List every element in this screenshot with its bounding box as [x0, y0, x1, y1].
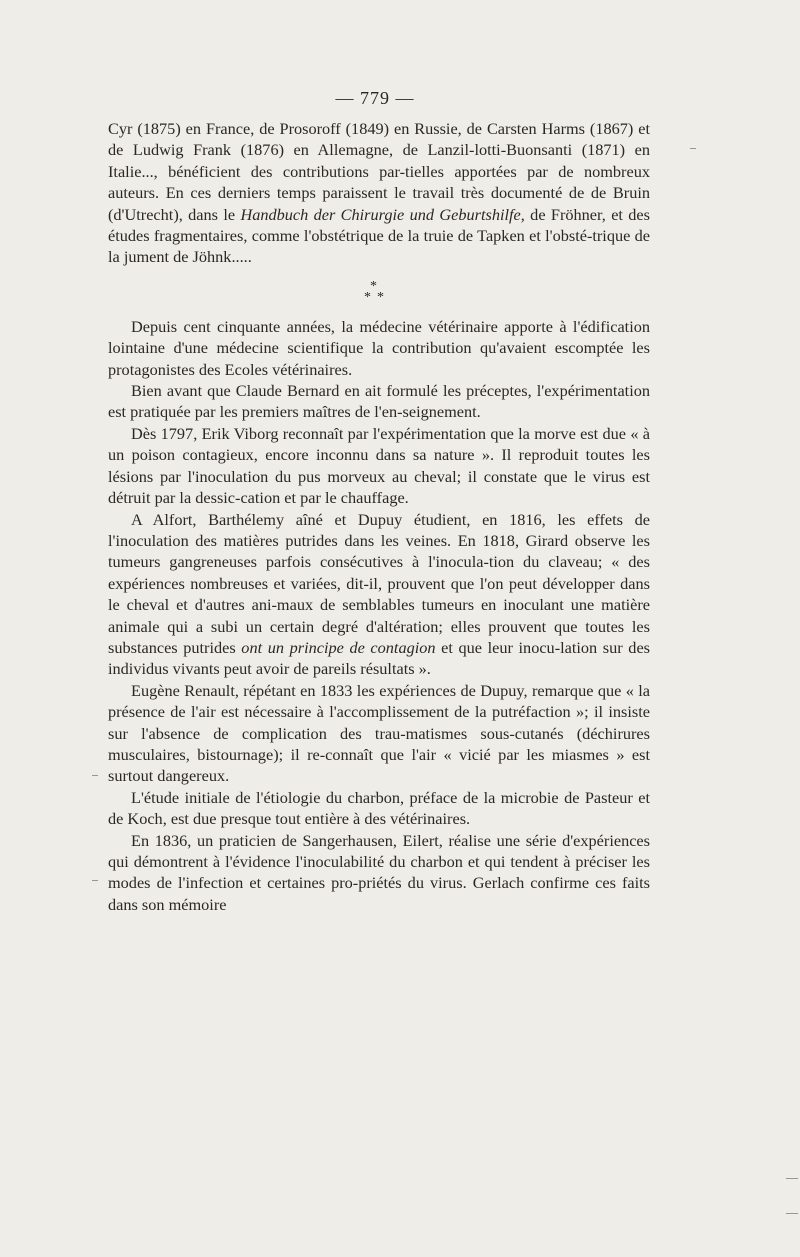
page-number: — 779 —: [335, 88, 415, 108]
scan-edge-mark: [786, 1178, 798, 1179]
paragraph-3: Bien avant que Claude Bernard en ait formulé les préceptes, l'expérimentation est pratiquée par les premiers maîtres de l'en-seignement.: [108, 381, 650, 422]
paragraph-5-text-end: et que leur inocu-lation sur des individus vivants peut avoir de pareils résultats ».: [108, 637, 651, 679]
paragraph-5-italic-phrase: ont un principe de contagion: [241, 637, 436, 657]
paragraph-6: Eugène Renault, répétant en 1833 les expériences de Dupuy, remarque que « la présence de l'air est nécessaire à l'accomplissement de la putréfaction »; il insiste sur l'absence de complication des trau-matismes sous-cutanés (déchirures musculaires, bistournage); il re-connaît que l'air « vicié par les miasmes » est surtout dangereux.: [108, 680, 650, 786]
paragraph-1-book-title: Handbuch der Chirurgie und Geburtshilfe,: [240, 204, 525, 224]
asterism-star-left: *: [364, 289, 371, 305]
paragraph-1-text-end: de Fröhner, et des études fragmentaires, comme l'obstétrique de la truie de Tapken et l'obsté-trique de la jument de Jöhnk.....: [108, 204, 650, 267]
section-separator-asterism: [108, 270, 650, 312]
body-text: [108, 118, 650, 915]
paragraph-1-text-start: Cyr (1875) en France, de Prosoroff (1849) en Russie, de Carsten Harms (1867) et de Ludwig Frank (1876) en Allemagne, de Lanzil-lotti-Buonsanti (1871) en Italie..., bénéficient des contributions par-tielles apportées par de nombreux auteurs. En ces derniers temps paraissent le travail très documenté de de Bruin (d'Utrecht), dans le: [108, 119, 650, 224]
paragraph-5: [108, 509, 650, 680]
paragraph-5-text-start: A Alfort, Barthélemy aîné et Dupuy étudient, en 1816, les effets de l'inoculation des matières putrides dans les veines. En 1818, Girard observe les tumeurs gangreneuses parfois consécutives à l'inocula-tion du claveau; « des expériences nombreuses et variées, dit-il, prouvent que l'on peut développer dans le cheval et d'autres ani-maux de semblables tumeurs en inoculant une matière animale qui a subi un certain degré d'altération; elles prouvent que toutes les substances putrides: [108, 509, 650, 657]
scan-edge-mark: [786, 1213, 798, 1214]
margin-mark: [92, 775, 98, 776]
asterism-star-right: *: [377, 289, 384, 305]
paragraph-2: Depuis cent cinquante années, la médecine vétérinaire apporte à l'édification lointaine d'une médecine scientifique la contribution qu'avaient escomptée les protagonistes des Ecoles vétérinaires.: [108, 316, 650, 379]
paragraph-8: En 1836, un praticien de Sangerhausen, Eilert, réalise une série d'expériences qui démontrent à l'évidence l'inoculabilité du charbon et qui tendent à préciser les modes de l'infection et certaines pro-priétés du virus. Gerlach confirme ces faits dans son mémoire: [108, 830, 650, 914]
paragraph-7: L'étude initiale de l'étiologie du charbon, préface de la microbie de Pasteur et de Koch, est due presque tout entière à des vétérinaires.: [108, 787, 650, 829]
margin-mark: [92, 880, 98, 881]
paragraph-1: [108, 118, 650, 268]
paragraph-4: Dès 1797, Erik Viborg reconnaît par l'expérimentation que la morve est due « à un poison contagieux, encore inconnu dans sa nature ». Il reproduit toutes les lésions par l'inoculation du pus morveux au cheval; il constate que le virus est détruit par la dessic-cation et par le chauffage.: [108, 423, 650, 508]
margin-mark: [690, 148, 696, 149]
asterism-star-top: *: [370, 278, 377, 294]
